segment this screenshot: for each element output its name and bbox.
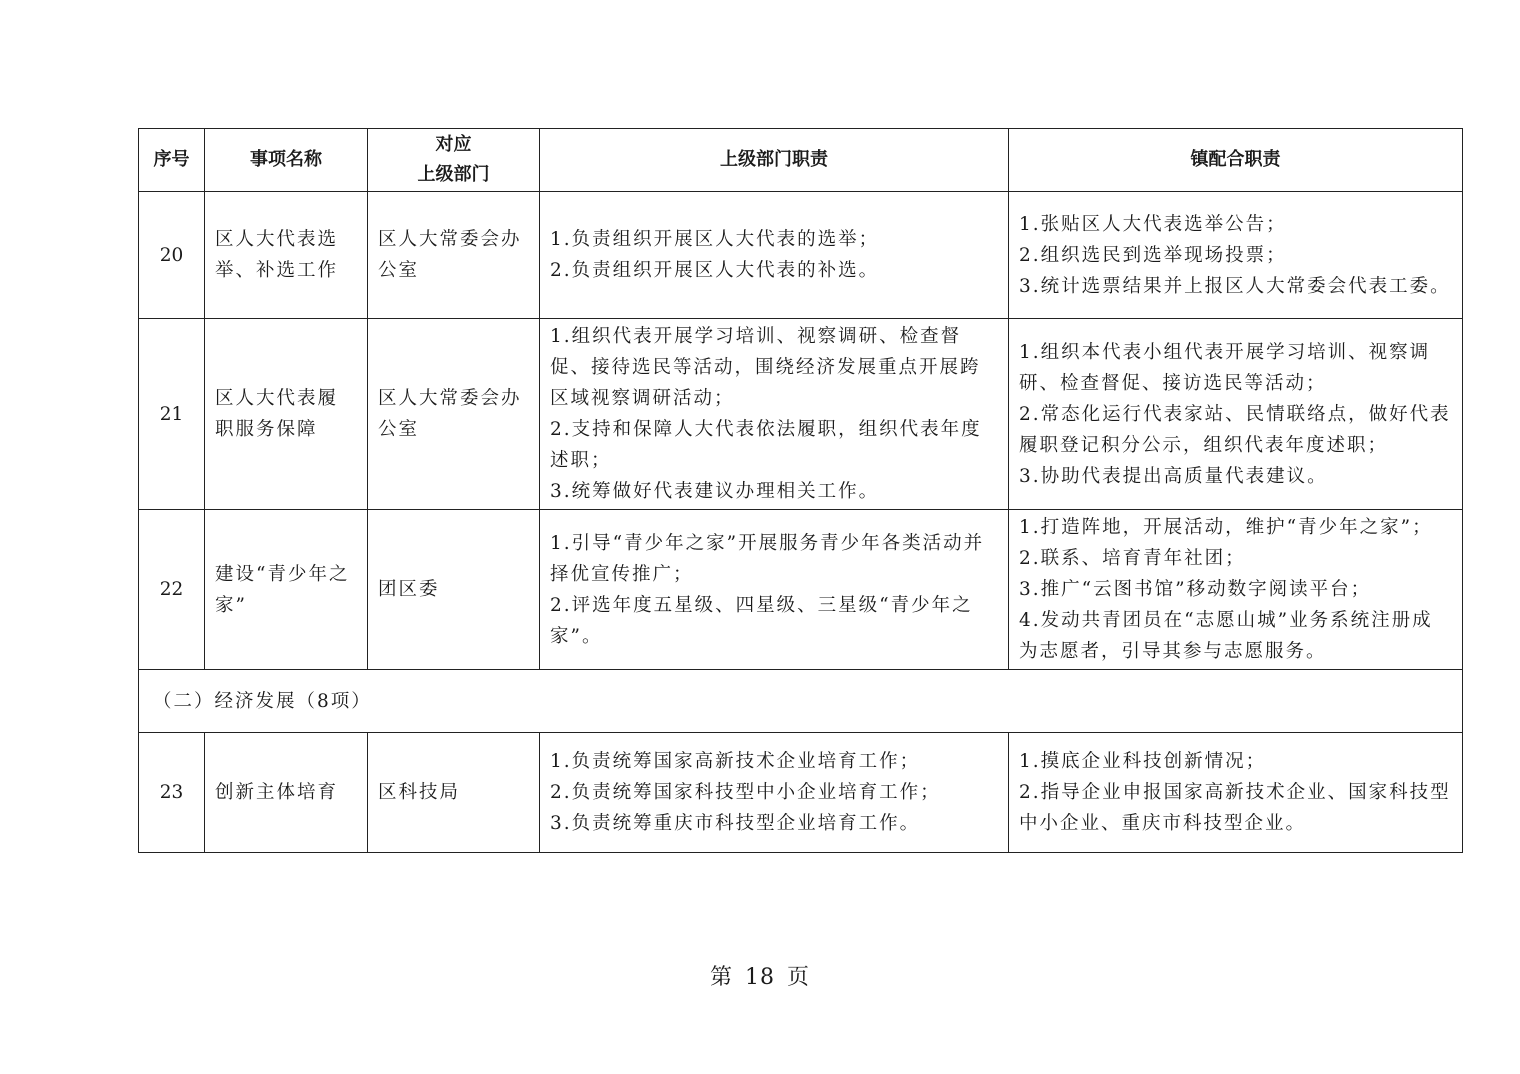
- page-number: 18: [745, 965, 775, 990]
- duty-line: 1.张贴区人大代表选举公告；: [1019, 213, 1287, 235]
- duty-line: 4.发动共青团员在“志愿山城”业务系统注册成为志愿者，引导其参与志愿服务。: [1019, 610, 1433, 662]
- duty-line: 1.负责统筹国家高新技术企业培育工作；: [550, 751, 921, 772]
- row-number: 21: [139, 319, 205, 510]
- duty-line: 3.负责统筹重庆市科技型企业培育工作。: [550, 813, 921, 834]
- header-index: 序号: [139, 129, 205, 192]
- upper-dept: 团区委: [368, 510, 540, 670]
- duty-line: 1.摸底企业科技创新情况；: [1019, 751, 1267, 772]
- upper-duties: [540, 319, 1009, 510]
- duty-line: 3.统筹做好代表建议办理相关工作。: [550, 481, 880, 502]
- header-upper-dept-line: 对应: [435, 134, 472, 155]
- table-row: [139, 733, 1463, 853]
- header-upper-duties: 上级部门职责: [540, 129, 1009, 192]
- town-duties: [1009, 733, 1463, 853]
- duty-line: 1.组织代表开展学习培训、视察调研、检查督促、接待选民等活动，围绕经济发展重点开展跨区域视察调研活动；: [550, 326, 981, 409]
- header-town-duties: 镇配合职责: [1009, 129, 1463, 192]
- page-footer: [0, 960, 1520, 991]
- duty-line: 2.支持和保障人大代表依法履职，组织代表年度述职；: [550, 419, 982, 471]
- duty-line: 1.打造阵地，开展活动，维护“青少年之家”；: [1019, 517, 1433, 538]
- row-number: 20: [139, 192, 205, 319]
- duty-line: 2.评选年度五星级、四星级、三星级“青少年之家”。: [550, 594, 973, 647]
- row-number: 22: [139, 510, 205, 670]
- row-number: 23: [139, 733, 205, 853]
- table-row: [139, 192, 1463, 319]
- town-duties: [1009, 192, 1463, 319]
- header-upper-dept: [368, 129, 540, 192]
- item-name: 区人大代表履职服务保障: [205, 319, 368, 510]
- duty-line: 1.引导“青少年之家”开展服务青少年各类活动并择优宣传推广；: [550, 532, 985, 585]
- duty-line: 3.推广“云图书馆”移动数字阅读平台；: [1019, 579, 1372, 600]
- section-title: （二）经济发展（8项）: [139, 670, 1463, 733]
- duty-line: 2.联系、培育青年社团；: [1019, 548, 1246, 569]
- item-name: 创新主体培育: [205, 733, 368, 853]
- table-header-row: [139, 129, 1463, 192]
- duties-table: [138, 128, 1463, 853]
- duty-line: 2.负责组织开展区人大代表的补选。: [550, 260, 880, 281]
- upper-dept: 区科技局: [368, 733, 540, 853]
- table-row: [139, 319, 1463, 510]
- item-name: 区人大代表选举、补选工作: [205, 192, 368, 319]
- upper-duties: [540, 733, 1009, 853]
- duty-line: 3.统计选票结果并上报区人大常委会代表工委。: [1019, 275, 1451, 297]
- page-prefix: 第: [709, 965, 733, 990]
- upper-duties: [540, 192, 1009, 319]
- item-name: 建设“青少年之家”: [205, 510, 368, 670]
- duty-line: 2.常态化运行代表家站、民情联络点，做好代表履职登记积分公示，组织代表年度述职；: [1019, 403, 1451, 456]
- town-duties: [1009, 319, 1463, 510]
- section-row: [139, 670, 1463, 733]
- upper-dept: 区人大常委会办公室: [368, 319, 540, 510]
- duty-line: 2.负责统筹国家科技型中小企业培育工作；: [550, 782, 941, 803]
- duty-line: 3.协助代表提出高质量代表建议。: [1019, 465, 1328, 487]
- table-row: [139, 510, 1463, 670]
- duty-line: 2.组织选民到选举现场投票；: [1019, 244, 1287, 266]
- header-item-name: 事项名称: [205, 129, 368, 192]
- upper-dept: 区人大常委会办公室: [368, 192, 540, 319]
- page-suffix: 页: [787, 965, 811, 990]
- duty-line: 1.组织本代表小组代表开展学习培训、视察调研、检查督促、接访选民等活动；: [1019, 341, 1431, 394]
- town-duties: [1009, 510, 1463, 670]
- duty-line: 2.指导企业申报国家高新技术企业、国家科技型中小企业、重庆市科技型企业。: [1019, 782, 1451, 834]
- upper-duties: [540, 510, 1009, 670]
- duty-line: 1.负责组织开展区人大代表的选举；: [550, 229, 880, 250]
- header-upper-dept-line: 上级部门: [417, 164, 490, 185]
